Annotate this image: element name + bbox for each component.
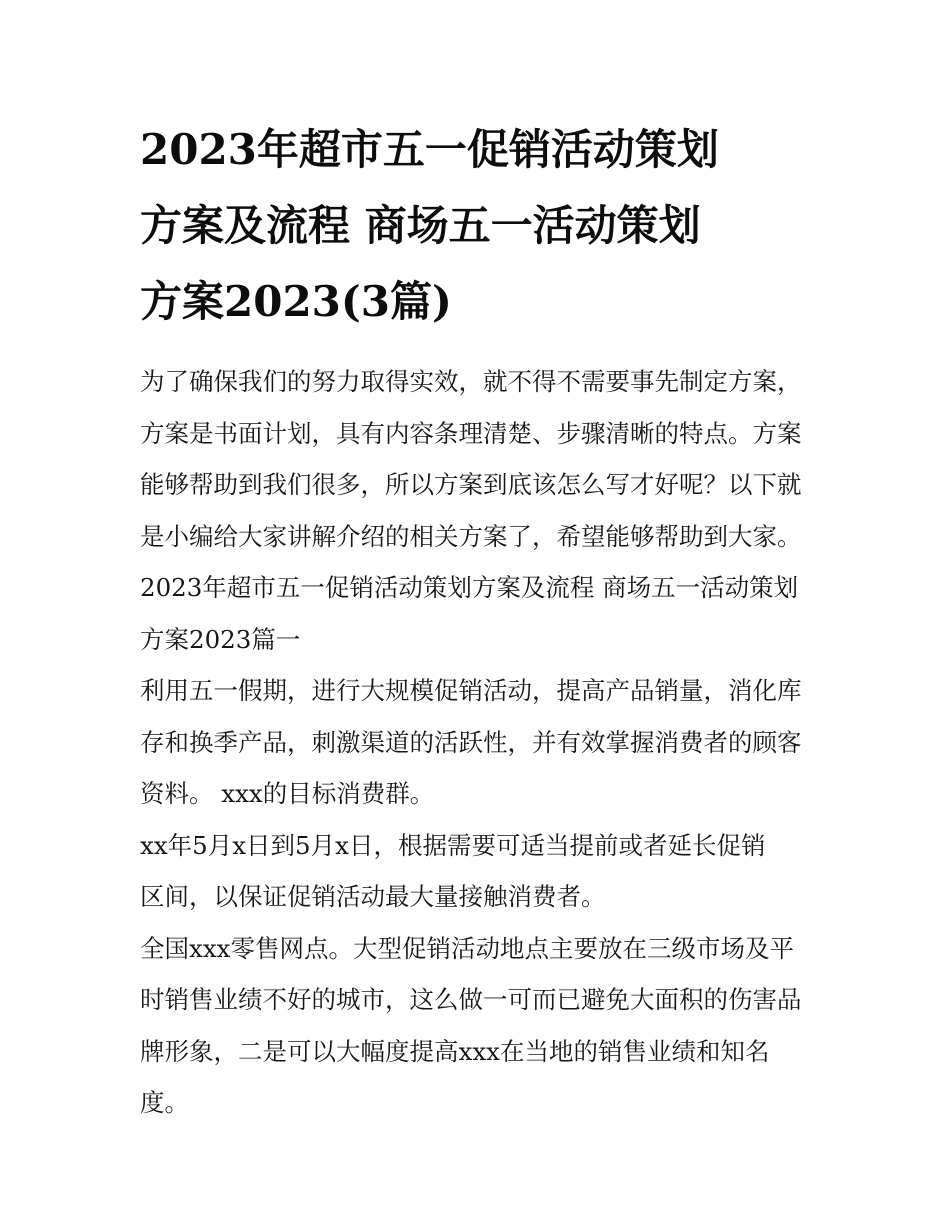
title-line: 2023年超市五一促销活动策划 (140, 125, 719, 174)
text-line: 区间，以保证促销活动最大量接触消费者。 (140, 882, 606, 911)
document-title (140, 112, 812, 340)
text-line: 为了确保我们的努力取得实效，就不得不需要事先制定方案， (140, 367, 802, 396)
location-paragraph (140, 923, 812, 1129)
text-line: 能够帮助到我们很多，所以方案到底该怎么写才好呢？以下就 (140, 470, 802, 499)
text-line: xx年5月x日到5月x日，根据需要可适当提前或者延长促销 (140, 830, 766, 860)
text-line: 2023年超市五一促销活动策划方案及流程 商场五一活动策划 (140, 573, 799, 602)
purpose-paragraph (140, 665, 812, 820)
document-content (140, 112, 812, 1129)
text-line: 利用五一假期，进行大规模促销活动，提高产品销量，消化库 (140, 676, 802, 705)
text-line: 时销售业绩不好的城市，这么做一可而已避免大面积的伤害品 (140, 985, 802, 1014)
title-line: 方案2023(3篇) (140, 277, 452, 326)
section-heading-paragraph (140, 562, 812, 665)
text-line: 度。 (140, 1088, 189, 1117)
text-line: 全国xxx零售网点。大型促销活动地点主要放在三级市场及平 (140, 933, 794, 963)
text-line: 是小编给大家讲解介绍的相关方案了，希望能够帮助到大家。 (140, 521, 802, 551)
text-line: 存和换季产品，刺激渠道的活跃性，并有效掌握消费者的顾客 (140, 727, 802, 757)
text-line: 方案是书面计划，具有内容条理清楚、步骤清晰的特点。方案 (140, 418, 802, 448)
text-line: 资料。 xxx的目标消费群。 (140, 779, 435, 808)
title-line: 方案及流程 商场五一活动策划 (140, 201, 701, 250)
text-line: 方案2023篇一 (140, 624, 301, 654)
time-paragraph (140, 820, 812, 923)
text-line: 牌形象，二是可以大幅度提高xxx在当地的销售业绩和知名 (140, 1036, 770, 1066)
intro-paragraph (140, 356, 812, 562)
document-body (140, 356, 812, 1129)
